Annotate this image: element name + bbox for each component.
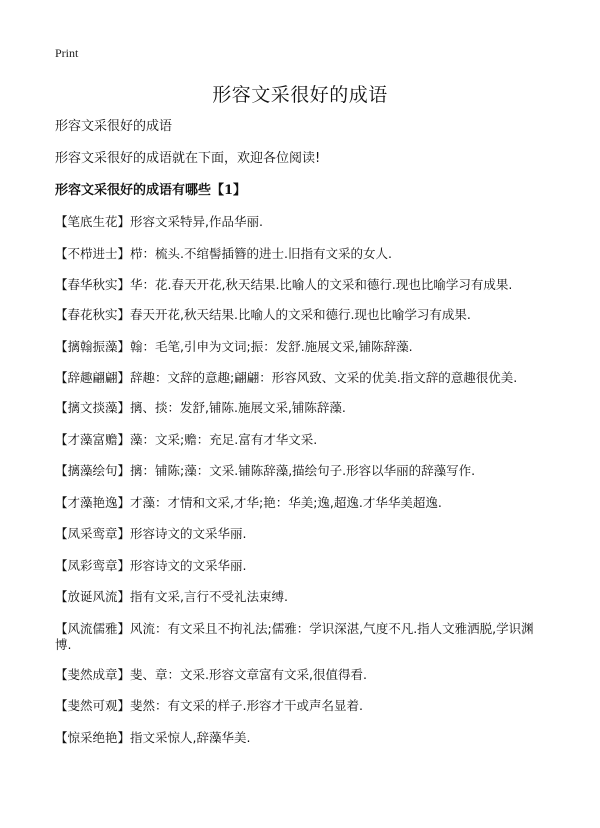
idiom-entry: [55, 400, 550, 416]
idiom-term: 【不栉进士】: [55, 245, 131, 261]
idiom-term: 【摛文掞藻】: [55, 400, 131, 415]
idiom-description: 形容诗文的文采华丽.: [130, 557, 247, 573]
idiom-entry: [55, 495, 550, 511]
idiom-entry: [55, 589, 550, 605]
idiom-entry: [55, 432, 550, 448]
idiom-description: 指文采惊人,辞藻华美.: [130, 729, 251, 745]
idiom-term: 【摛藻绘句】: [55, 463, 131, 478]
idiom-entry: [55, 667, 550, 683]
idiom-term: 【风流儒雅】: [55, 620, 131, 636]
idiom-entry: [55, 339, 550, 355]
idiom-term: 【放诞风流】: [55, 589, 131, 604]
print-label: Print: [55, 46, 79, 60]
idiom-entry: [55, 698, 550, 714]
idiom-description: 摛、掞：发舒,铺陈.施展文采,铺陈辞藻.: [130, 400, 346, 415]
idiom-description: 藻：文采;赡：充足.富有才华文采.: [130, 431, 318, 447]
idiom-description: 栉：梳头.不绾髻插簪的进士.旧指有文采的女人.: [130, 245, 392, 261]
idiom-description: 形容诗文的文采华丽.: [130, 526, 247, 541]
idiom-term: 【辞趣翩翩】: [55, 370, 131, 385]
idiom-entry: [55, 370, 550, 386]
idiom-description: 翰：毛笔,引申为文词;振：发舒.施展文采,铺陈辞藻.: [130, 338, 413, 354]
page-title: 形容文采很好的成语: [212, 84, 388, 106]
idiom-description: 斐、章：文采.形容文章富有文采,很值得看.: [130, 666, 367, 682]
idiom-term: 【摛翰振藻】: [55, 338, 131, 354]
idiom-description: 指有文采,言行不受礼法束缚.: [130, 589, 288, 604]
idiom-term: 【斐然可观】: [55, 698, 131, 713]
idiom-description: 辞趣：文辞的意趣;翩翩：形容风致、文采的优美.指文辞的意趣很优美.: [130, 370, 518, 385]
idiom-entry: [55, 730, 550, 746]
idiom-term: 【才藻艳逸】: [55, 494, 131, 510]
idiom-entry: [55, 621, 550, 653]
idiom-entry: [55, 463, 550, 479]
intro-line-2: 形容文采很好的成语就在下面，欢迎各位阅读!: [55, 151, 321, 166]
idiom-description: 才藻：才情和文采,才华;艳：华美;逸,超逸.才华华美超逸.: [130, 494, 442, 510]
idiom-description: 摛：铺陈;藻：文采.铺陈辞藻,描绘句子.形容以华丽的辞藻写作.: [130, 463, 476, 478]
section-heading: 形容文采很好的成语有哪些【1】: [55, 183, 247, 198]
idiom-description: 斐然：有文采的样子.形容才干或声名显着.: [130, 698, 363, 713]
idiom-entry: [55, 277, 550, 293]
idiom-entry: [55, 214, 550, 230]
idiom-entry: [55, 558, 550, 574]
idiom-term: 【春花秋实】: [55, 307, 131, 322]
idiom-term: 【凤彩鸾章】: [55, 557, 131, 573]
idiom-entry: [55, 307, 550, 323]
idiom-description: 风流：有文采且不拘礼法;儒雅：学识深湛,气度不凡.指人文雅洒脱,学识渊博.: [55, 620, 534, 652]
idiom-term: 【惊采绝艳】: [55, 729, 131, 745]
intro-line-1: 形容文采很好的成语: [55, 119, 173, 134]
article-body: [55, 118, 550, 761]
idiom-description: 华：花.春天开花,秋天结果.比喻人的文采和德行.现也比喻学习有成果.: [130, 277, 513, 292]
idiom-description: 春天开花,秋天结果.比喻人的文采和德行.现也比喻学习有成果.: [130, 307, 471, 322]
idiom-term: 【斐然成章】: [55, 666, 131, 682]
idiom-description: 形容文采特异,作品华丽.: [130, 214, 263, 229]
idiom-term: 【春华秋实】: [55, 277, 131, 292]
idiom-term: 【才藻富赡】: [55, 431, 131, 447]
idiom-term: 【凤采鸾章】: [55, 526, 131, 541]
idiom-entry: [55, 526, 550, 542]
idiom-entry: [55, 246, 550, 262]
idiom-term: 【笔底生花】: [55, 214, 131, 229]
